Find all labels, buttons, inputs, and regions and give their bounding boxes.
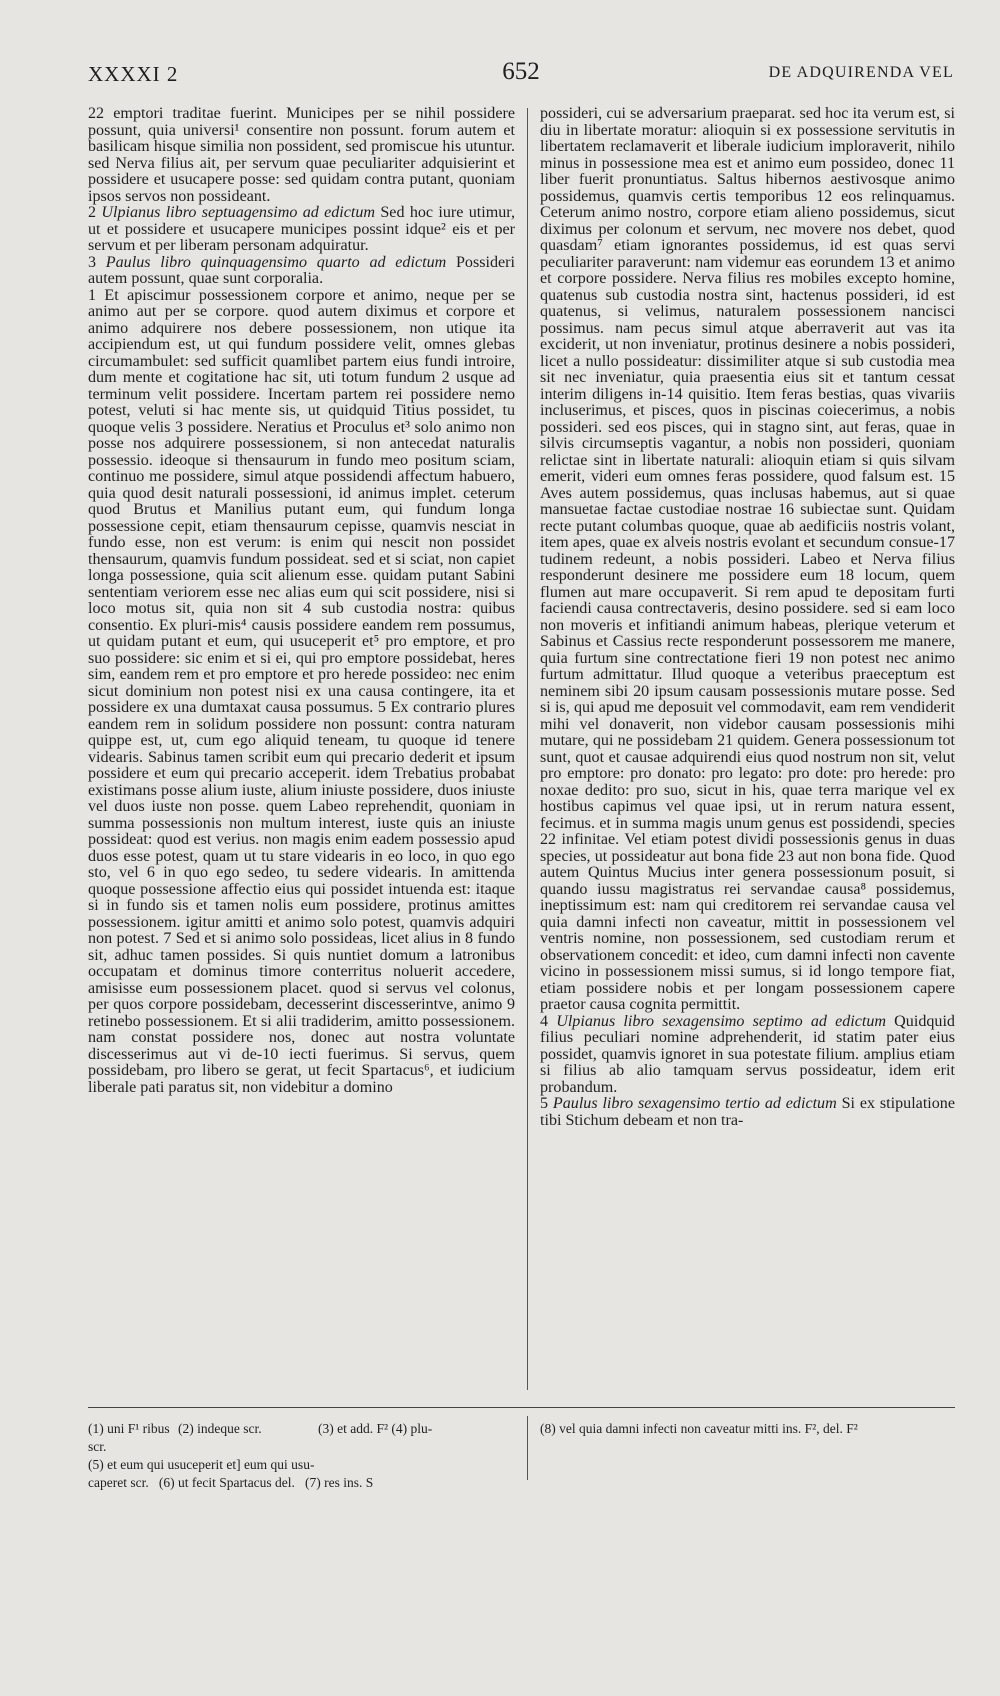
fragment-text: Possideri autem possunt, quae sunt corporalia. <box>88 253 516 287</box>
paragraph <box>88 255 515 288</box>
header-right: DE ADQUIRENDA VEL <box>768 64 954 81</box>
paragraph: 1 Et apiscimur possessionem corpore et animo, neque per se animo aut per se corpore. quod autem diximus et corpore et animo adquirere nos debere possessionem, non utique ita accipiendum est, ut qui fundum possidere velit, omnes glebas circumambulet: sed sufficit quamlibet partem eius fundi introire, dum mente et cogitatione hac sit, uti totum fundum 2 usque ad terminum velit possidere. Incertam partem rei possidere nemo potest, veluti si hac mente sis, ut quidquid Titius possidet, tu quoque velis 3 possidere. Neratius et Proculus et³ solo animo non posse nos adquirere possessionem, si non antecedat naturalis possessio. ideoque si thensaurum in fundo meo positum sciam, continuo me possidere, simul atque possidendi affectum habuero, quia quod desit naturali possessioni, id animus implet. ceterum quod Brutus et Manilius putant eum, qui fundum longa possessione cepit, etiam thensaurum cepisse, quamvis nesciat in fundo esse, non est verum: is enim qui nescit non possidet thensaurum, quamvis fundum possideat. sed et si sciat, non capiet longa possessione, quia scit alienum esse. quidam putant Sabini sententiam veriorem esse nec alias eum qui scit possidere, nisi si loco motus sit, quia non sit 4 sub custodia nostra: quibus consentio. Ex pluri-mis⁴ causis possidere eandem rem possumus, ut quidam putant et eum, qui usuceperit et⁵ pro emptore, et pro suo possidere: sic enim et si ei, qui pro emptore possidebat, heres sim, eandem rem et pro emptore et pro herede possideo: nec enim sicut dominium non potest nisi ex una causa contingere, ita et possidere ex una dumtaxat causa possumus. 5 Ex contrario plures eandem rem in solidum possidere non possunt: contra naturam quippe est, ut, cum ego aliquid teneam, tu quoque id tenere videaris. Sabinus tamen scribit eum qui precario dederit et ipsum possidere et eum qui precario acceperit. idem Trebatius probabat existimans posse alium iuste, alium iniuste possidere, duos iniuste vel duos iuste non posse. quem Labeo reprehendit, quoniam in summa possessionis non multum interest, iuste quis an iniuste possideat: quod est verius. non magis enim eadem possessio apud duos esse potest, quam ut tu stare videaris in eo loco, in quo ego sto, vel 6 in quo ego sedeo, tu sedere videaris. In amittenda quoque possessione affectio eius qui possidet intuenda est: itaque si in fundo sis et tamen nolis eum possidere, protinus amittes possessionem. igitur amitti et animo solo potest, quamvis adquiri non potest. 7 Sed et si animo solo possideas, licet alius in 8 fundo sit, adhuc tamen possides. Si quis nuntiet domum a latronibus occupatam et dominus timore conterritus noluerit accedere, amisisse eum possessionem placet. quod si servus vel colonus, per quos corpore possidebam, decesserint discesserintve, animo 9 retinebo possessionem. Et si alii tradiderim, amitto possessionem. nam constat possidere nos, donec aut nostra voluntate discesserimus aut vi de-10 iecti fuerimus. Si servus, quem possidebam, pro libero se gerat, ut fecit Spartacus⁶, et iudicium liberale pati paratus sit, non videbitur a domino <box>88 286 515 1096</box>
fragment-text: Quidquid filius peculiari nomine adprehenderit, id statim pater eius possidet, quamvis ignoret in sua potestate filium. amplius etiam si filius ab alio tamquam servus possideatur, idem erit probandum. <box>540 1012 955 1096</box>
right-column <box>540 106 955 1696</box>
fragment-number: 2 <box>88 204 97 221</box>
fragment-number: 3 <box>88 253 97 271</box>
column-divider <box>527 108 528 1390</box>
footnote-divider <box>527 1416 528 1480</box>
footnote: (2) indeque scr. <box>178 1421 262 1436</box>
page-number: 652 <box>502 58 540 85</box>
footnote: (5) et eum qui usuceperit et] eum qui usu- <box>88 1457 315 1472</box>
footnote: (1) uni F¹ ribus scr. <box>88 1421 170 1454</box>
page-header <box>88 58 954 90</box>
fragment-source: Ulpianus libro sexagensimo septimo ad edictum <box>556 1012 887 1030</box>
paragraph <box>540 1014 955 1097</box>
fragment-source: Paulus libro sexagensimo tertio ad edictum <box>552 1095 837 1112</box>
footnote-rule <box>88 1407 955 1408</box>
paragraph: possideri, cui se adversarium praeparat. sed hoc ita verum est, si diu in libertate moratur: alioquin si ex possessione servitutis in libertatem reclamaverit et liberale iudicium imploraverit, nihilo minus in possessione mea est et animo eum possideo, donec 11 liber fuerit pronuntiatus. Saltus hibernos aestivosque animo possidemus, quamvis certis temporibus 12 eos relinquamus. Ceterum animo nostro, corpore etiam alieno possidemus, sicut diximus per colonum et servum, nec movere nos debet, quod quasdam⁷ etiam ignorantes possidemus, id est quas servi peculiariter paraverunt: nam videmur eas eorundem 13 et animo et corpore possidere. Nerva filius res mobiles excepto homine, quatenus sub custodia nostra sint, hactenus possideri, id est quatenus, si velimus, naturalem possessionem nancisci possimus. nam pecus simul atque aberraverit aut vas ita exciderit, ut non inveniatur, protinus desinere a nobis possideri, licet a nullo possideatur: dissimiliter atque si sub custodia mea sit nec inveniatur, quia praesentia eius sit et tantum cessat interim diligens in-14 quisitio. Item feras bestias, quas vivariis incluserimus, et pisces, quos in piscinas coiecerimus, a nobis possideri. sed eos pisces, qui in stagno sint, aut feras, quae in silvis circumseptis vagantur, a nobis non possideri, quoniam relictae sint in libertate naturali: alioquin etiam si quis silvam emerit, videri eum omnes feras possidere, quod falsum est. 15 Aves autem possidemus, quas inclusas habemus, aut si quae mansuetae factae custodiae nostrae 16 subiectae sunt. Quidam recte putant columbas quoque, quae ab aedificiis nostris volant, item apes, quae ex alveis nostris evolant et secundum consue-17 tudinem redeunt, a nobis possideri. Labeo et Nerva filius responderunt desinere me possidere eum 18 locum, quem flumen aut mare occupaverit. Si rem apud te depositam furti faciendi causa contrectaveris, desino possidere. sed si eam loco non moveris et infitiandi animum habeas, plerique veterum et Sabinus et Cassius recte responderunt possessorem me manere, quia furtum sine contrectatione fieri 19 non potest nec animo furtum admittatur. Illud quoque a veteribus praeceptum est neminem sibi 20 ipsum causam possessionis mutare posse. Sed si is, qui apud me deposuit vel commodavit, eam rem vendiderit mihi vel donaverit, non videbor causam possessionis mihi mutare, qui ne possidebam 21 quidem. Genera possessionum tot sunt, quot et causae adquirendi eius quod nostrum non sit, velut pro emptore: pro donato: pro legato: pro dote: pro herede: pro noxae dedito: pro suo, sicut in his, quae terra marique vel ex hostibus capimus vel quae ipsi, ut in rerum natura essent, fecimus. et in summa magis unum genus est possidendi, species 22 infinitae. Vel etiam potest dividi possessionis genus in duas species, ut possideatur aut bona fide 23 aut non bona fide. Quod autem Quintus Mucius inter genera possessionum posuit, si quando iussu magistratus rei servandae causa⁸ possidemus, ineptissimum est: nam qui creditorem rei servandae causa vel quia damni infecti non caveatur, mittit in possessionem vel ventris nomine, non possessionem, sed custodiam rerum et observationem concedit: et ideo, cum damni infecti non cavente vicino in possessionem missi sumus, si id longo tempore fiat, etiam possidere nobis et per longam possessionem capere praetor causa cognita permittit. <box>540 105 955 1013</box>
fragment-source: Ulpianus libro septuagensimo ad edictum <box>101 204 376 221</box>
footnote: (8) vel quia damni infecti non caveatur mitti ins. F², del. F² <box>540 1421 858 1436</box>
header-left: XXXXI 2 <box>88 62 179 86</box>
fragment-source: Paulus libro quinquagensimo quarto ad edictum <box>105 253 447 271</box>
fragment-number: 4 <box>540 1012 549 1030</box>
paragraph <box>540 1096 955 1129</box>
paragraph <box>88 205 515 255</box>
paragraph: 22 emptori traditae fuerint. Municipes per se nihil possidere possunt, quia universi¹ consentire non possunt. forum autem et basilicam hisque similia non possident, sed promiscue his utuntur. sed Nerva filius ait, per servum quae peculiariter adquisierint et possidere et usucapere posse: sed quidam contra putant, quoniam ipsos servos non possideant. <box>88 105 515 205</box>
fragment-number: 5 <box>540 1095 549 1112</box>
fragment-text: Si ex stipulatione tibi Stichum debeam et non tra- <box>540 1095 956 1129</box>
footnotes-left <box>88 1420 518 1492</box>
fragment-text: Sed hoc iure utimur, ut et possidere et usucapere municipes possint idque² eis et per servum et per liberam personam adquiratur. <box>88 204 515 254</box>
footnote: (3) et add. F² (4) plu- <box>318 1421 433 1436</box>
footnote: caperet scr. (6) ut fecit Spartacus del. (7) res ins. S <box>88 1475 374 1490</box>
footnotes-right <box>540 1420 955 1438</box>
